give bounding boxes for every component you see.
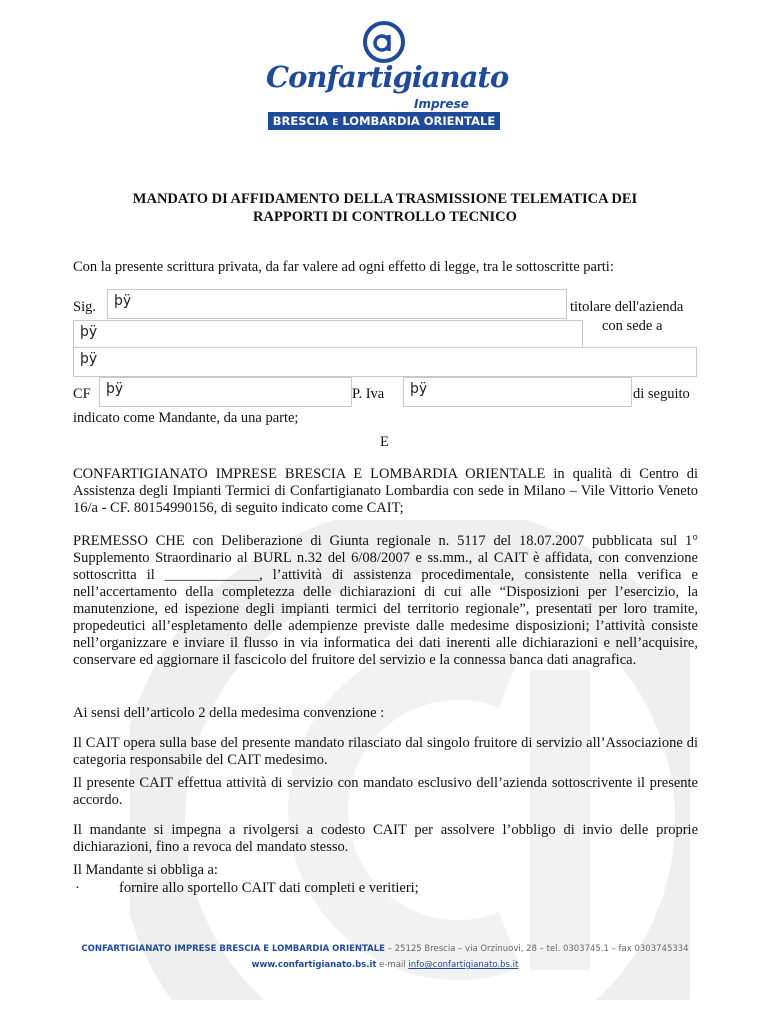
footer-email-label: e-mail — [376, 960, 409, 970]
band-left: BRESCIA — [272, 114, 329, 128]
footer-email-link[interactable]: info@confartigianato.bs.it — [408, 960, 519, 970]
azienda-input[interactable]: þÿ — [73, 320, 583, 350]
cait-opera-paragraph: Il CAIT opera sulla base del presente mandato rilasciato dal singolo fruitore di servizio all’Associazione di categoria responsabile del CAIT medesimo. — [73, 735, 698, 768]
footer-address — [0, 944, 770, 954]
cait-intro-paragraph: CONFARTIGIANATO IMPRESE BRESCIA E LOMBARDIA ORIENTALE in qualità di Centro di Assistenza degli Impianti Termici di Confartigianato Lombardia con sede in Milano – Vile Vittorio Veneto 16/a - CF. 80154990156, di seguito indicato come CAIT; — [73, 466, 698, 516]
mandante-impegna-paragraph: Il mandante si impegna a rivolgersi a codesto CAIT per assolvere l’obbligo di invio delle proprie dichiarazioni, fino a revoca del mandato stesso. — [73, 822, 698, 855]
cf-label: CF — [73, 386, 91, 402]
title-line-1: MANDATO DI AFFIDAMENTO DELLA TRASMISSIONE TELEMATICA DEI — [132, 191, 638, 207]
sede-input[interactable]: þÿ — [73, 347, 697, 377]
premesso-paragraph: PREMESSO CHE con Deliberazione di Giunta regionale n. 5117 del 18.07.2007 pubblicata sul 1° Supplemento Straordinario al BURL n.32 del 6/08/2007 e ss.mm., al CAIT è affidata, con convenzione sottoscritta il _____________, l’attività di assistenza procedimentale, consistente nella verifica e nell’accertamento della completezza delle dichiarazioni di cui alle “Disposizioni per l’esercizio, la manutenzione, ed ispezione degli impianti termici del territorio regionale”, presentati per loro tramite, propedeutici all’espletamento delle adempienze previste dalle medesime disposizioni; l’attività consiste nell’organizzare e inviare il flusso in via informatica dei dati inerenti alle dichiarazioni e nell’acquisire, conservare ed aggiornare il fascicolo del fruitore del servizio e la connessa banca dati anagrafica. — [73, 533, 698, 668]
titolare-text: titolare dell'azienda — [570, 299, 684, 315]
confartigianato-logo — [266, 20, 509, 130]
cf-input[interactable]: þÿ — [99, 377, 352, 407]
cait-effettua-paragraph: Il presente CAIT effettua attività di servizio con mandato esclusivo dell’azienda sottoscrivente il presente accordo. — [73, 775, 698, 808]
ai-sensi-paragraph: Ai sensi dell’articolo 2 della medesima convenzione : — [73, 705, 385, 721]
brand-band — [268, 112, 500, 130]
brand-sub: Imprese — [414, 97, 469, 111]
brand-name: Confartigianato — [266, 60, 509, 94]
e-line: E — [380, 434, 389, 450]
band-mid: E — [332, 118, 339, 128]
footer-website-link[interactable]: www.confartigianato.bs.it — [251, 960, 377, 970]
document-title — [70, 190, 700, 226]
footer-address-text: – 25125 Brescia – via Orzinuovi, 28 – tel. 0303745.1 – fax 0303745334 — [384, 944, 689, 954]
sig-label: Sig. — [73, 299, 96, 315]
title-line-2: RAPPORTI DI CONTROLLO TECNICO — [253, 209, 517, 225]
footer-org: CONFARTIGIANATO IMPRESE BRESCIA E LOMBARDIA ORIENTALE — [81, 944, 385, 954]
sig-name-input[interactable]: þÿ — [107, 289, 567, 319]
mandante-obbliga-paragraph: Il Mandante si obbliga a: — [73, 862, 218, 878]
bullet-symbol: · — [75, 880, 80, 896]
intro-text: Con la presente scrittura privata, da far valere ad ogni effetto di legge, tra le sottoscritte parti: — [73, 259, 614, 275]
mandante-line: indicato come Mandante, da una parte; — [73, 410, 299, 426]
piva-label: P. Iva — [352, 386, 385, 402]
con-sede-text: con sede a — [602, 318, 663, 334]
footer-contacts — [0, 960, 770, 970]
piva-input[interactable]: þÿ — [403, 377, 632, 407]
band-right: LOMBARDIA ORIENTALE — [342, 114, 496, 128]
bullet-item-1: fornire allo sportello CAIT dati completi e veritieri; — [119, 880, 419, 896]
di-seguito-text: di seguito — [633, 386, 690, 402]
